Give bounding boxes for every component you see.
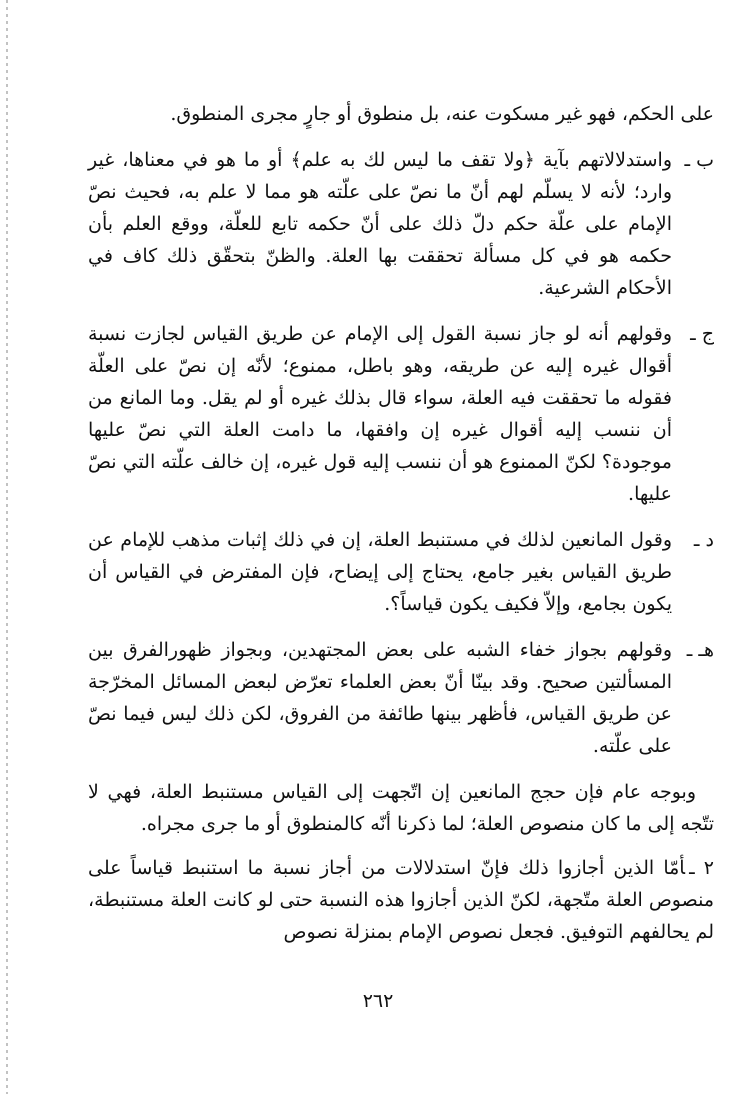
list-item-ba xyxy=(88,144,714,304)
page-body xyxy=(88,98,714,948)
item-number: ٢ ـ xyxy=(689,857,714,879)
item-marker: ب ـ xyxy=(684,149,714,171)
item-text: وقولهم أنه لو جاز نسبة القول إلى الإمام عن طريق القياس لجازت نسبة أقوال غيره إليه عن طريقه، وهو باطل، ممنوع؛ لأنّه إن نصّ على العلّة فقوله ما تحققت فيه العلة، سواء قال بذلك غيره أو لم يقل. وما المانع من أن ننسب إليه أقوال غيره إن وافقها، ما دامت العلة التي نصّ عليها موجودة؟ لكنّ الممنوع هو أن ننسب إليه قول غيره، إن خالف علّته التي نصّ عليها. xyxy=(88,323,672,505)
summary-paragraph: وبوجه عام فإن حجج المانعين إن اتّجهت إلى القياس مستنبط العلة، فهي لا تتّجه إلى ما كان منصوص العلة؛ لما ذكرنا أنّه كالمنطوق أو ما جرى مجراه. xyxy=(88,781,714,835)
list-item-ha xyxy=(88,634,714,762)
item-text: وقول المانعين لذلك في مستنبط العلة، إن في ذلك إثبات مذهب للإمام عن طريق القياس بغير جامع، يحتاج إلى إيضاح، فإن المفترض في القياس أن يكون بجامع، وإلاّ فكيف يكون قياساً؟. xyxy=(88,529,672,615)
item-text: أمّا الذين أجازوا ذلك فإنّ استدلالات من أجاز نسبة ما استنبط قياساً على منصوص العلة متّجهة، لكنّ الذين أجازوا هذه النسبة حتى لو كانت العلة مستنبطة، لم يحالفهم التوفيق. فجعل نصوص الإمام بمنزلة نصوص xyxy=(88,857,714,943)
item-text: واستدلالاتهم بآية ﴿ولا تقف ما ليس لك به علم﴾ أو ما هو في معناها، غير وارد؛ لأنه لا يسلّم لهم أنّ ما نصّ على علّته هو مما لا علم به، فحيث نصّ الإمام على علّة حكم دلّ ذلك على أنّ حكمه تابع للعلّة، ووقع العلم بأن حكمه هو في كل مسألة تحققت بها العلة. والظنّ بتحقّق ذلك كاف في الأحكام الشرعية. xyxy=(88,149,672,299)
list-item-dal xyxy=(88,524,714,620)
page-number: ٢٦٢ xyxy=(362,990,394,1012)
continuation-line: على الحكم، فهو غير مسكوت عنه، بل منطوق أو جارٍ مجرى المنطوق. xyxy=(170,103,714,125)
item-marker: د ـ xyxy=(693,529,714,551)
list-item-jim xyxy=(88,318,714,510)
item-marker: ج ـ xyxy=(690,323,714,345)
item-text: وقولهم بجواز خفاء الشبه على بعض المجتهدين، وبجواز ظهورالفرق بين المسألتين صحيح. وقد بينّا أنّ بعض العلماء تعرّض لبعض المسائل المخرّجة عن طريق القياس، فأظهر بينها طائفة من الفروق، لكن ذلك ليس فيما نصّ على علّته. xyxy=(88,639,672,757)
numbered-item-2 xyxy=(88,852,714,948)
item-marker: هـ ـ xyxy=(686,639,714,661)
scan-edge-marks xyxy=(6,0,8,1094)
